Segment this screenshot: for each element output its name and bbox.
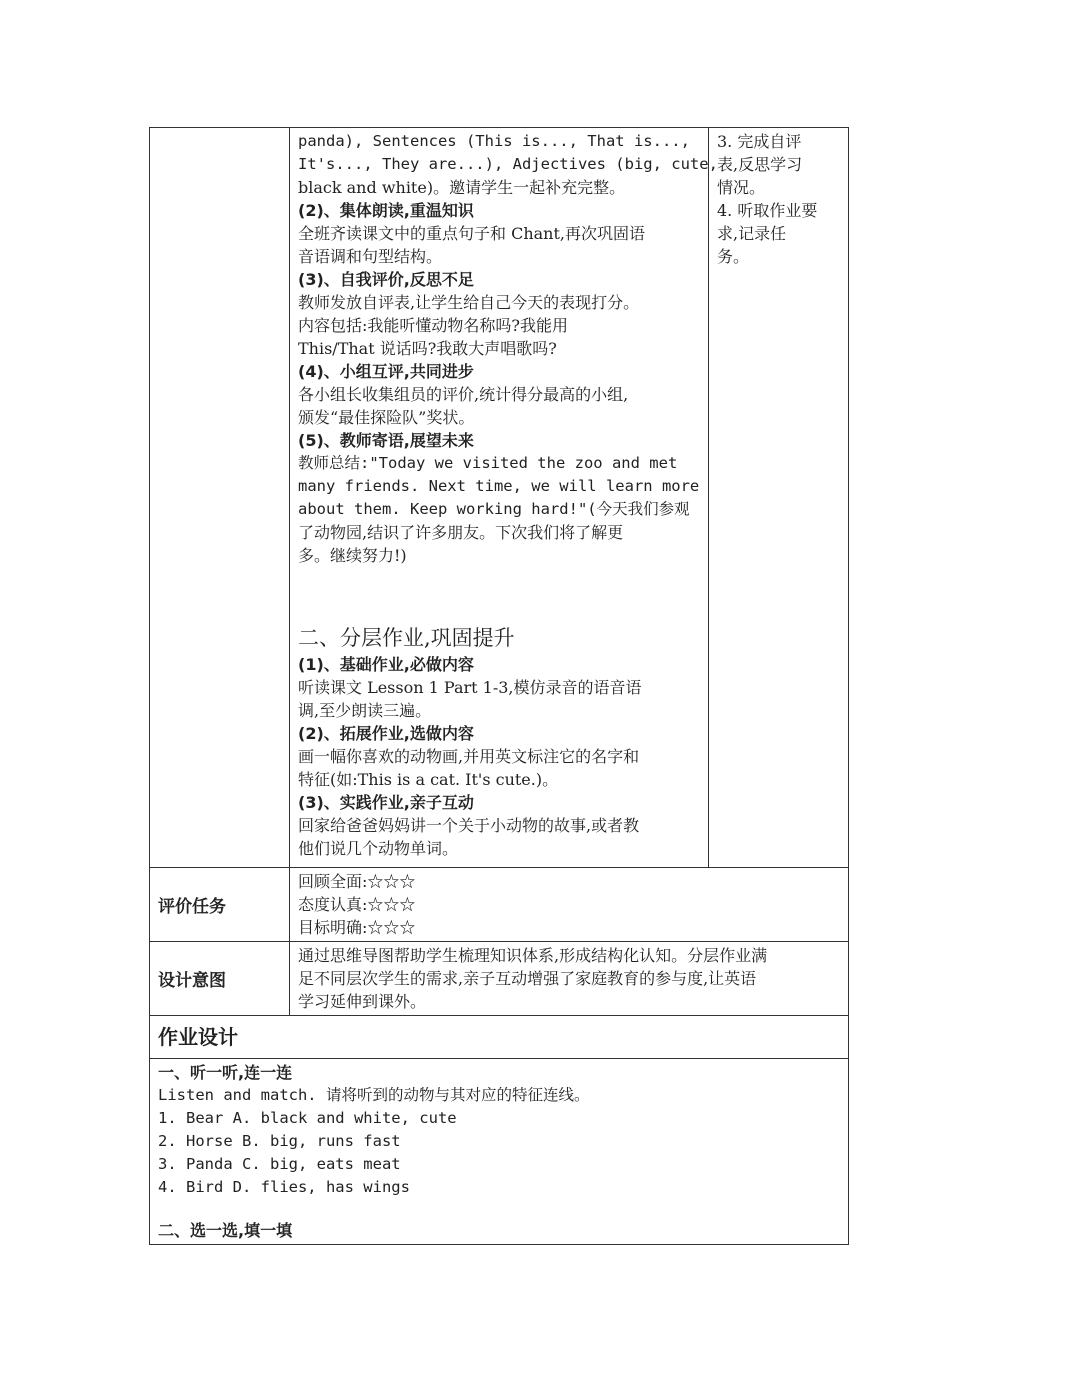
homework-heading: (3)、实践作业,亲子互动 (298, 793, 474, 812)
homework-design-title-row (150, 1016, 849, 1059)
step-line: about them. Keep working hard!"(今天我们参观 (298, 500, 690, 518)
procedure-content-cell (290, 128, 718, 868)
homework-line: 特征(如:This is a cat. It's cute.)。 (298, 770, 559, 789)
step-line: 教师总结:"Today we visited the zoo and met (298, 454, 678, 472)
step-heading: (4)、小组互评,共同进步 (298, 362, 474, 381)
design-intent-content-cell (290, 942, 849, 1016)
step-heading: (2)、集体朗读,重温知识 (298, 201, 474, 220)
part2-title: 二、选一选,填一填 (158, 1221, 293, 1240)
design-intent-row (150, 942, 849, 1016)
step-line: 了动物园,结识了许多朋友。下次我们将了解更 (298, 523, 624, 542)
lesson-plan-table (149, 127, 849, 1245)
intro-line: It's..., They are...), Adjectives (big, cute, (298, 155, 718, 173)
step-line: 内容包括:我能听懂动物名称吗?我能用 (298, 316, 568, 335)
step-line: This/That 说话吗?我敢大声唱歌吗? (298, 339, 557, 358)
part1-title: 一、听一听,连一连 (158, 1063, 293, 1082)
homework-line: 他们说几个动物单词。 (298, 839, 459, 858)
blank-space (158, 1199, 840, 1219)
activity-line: 3. 完成自评 (717, 132, 802, 151)
design-intent-label-cell (150, 942, 290, 1016)
match-item: 1. Bear A. black and white, cute (158, 1109, 457, 1127)
match-item: 2. Horse B. big, runs fast (158, 1132, 401, 1150)
step-heading: (5)、教师寄语,展望未来 (298, 431, 474, 450)
step-line: many friends. Next time, we will learn more (298, 477, 700, 495)
design-intent-line: 足不同层次学生的需求,亲子互动增强了家庭教育的参与度,让英语 (298, 969, 757, 988)
homework-line: 听读课文 Lesson 1 Part 1-3,模仿录音的语音语 (298, 678, 642, 697)
evaluation-line: 态度认真:☆☆☆ (298, 895, 416, 914)
match-item: 3. Panda C. big, eats meat (158, 1155, 401, 1173)
student-activity-cell (709, 128, 849, 868)
procedure-row (150, 128, 849, 868)
design-intent-line: 通过思维导图帮助学生梳理知识体系,形成结构化认知。分层作业满 (298, 946, 768, 965)
part1-instruction: Listen and match. 请将听到的动物与其对应的特征连线。 (158, 1086, 590, 1104)
intro-line: black and white)。邀请学生一起补充完整。 (298, 178, 626, 197)
step-line: 音语调和句型结构。 (298, 247, 443, 266)
step-line: 颁发“最佳探险队”奖状。 (298, 408, 475, 427)
homework-line: 调,至少朗读三遍。 (298, 701, 432, 720)
evaluation-row (150, 868, 849, 942)
homework-design-content-row (150, 1059, 849, 1245)
homework-heading: (1)、基础作业,必做内容 (298, 655, 474, 674)
step-line: 教师发放自评表,让学生给自己今天的表现打分。 (298, 293, 640, 312)
evaluation-label: 评价任务 (158, 897, 226, 917)
step-line: 全班齐读课文中的重点句子和 Chant,再次巩固语 (298, 224, 645, 243)
evaluation-line: 目标明确:☆☆☆ (298, 918, 416, 937)
intro-line: panda), Sentences (This is..., That is..., (298, 132, 690, 150)
activity-line: 4. 听取作业要 (717, 201, 818, 220)
evaluation-label-cell (150, 868, 290, 942)
match-item: 4. Bird D. flies, has wings (158, 1178, 410, 1196)
procedure-label-cell (150, 128, 290, 868)
section2-title: 二、分层作业,巩固提升 (298, 626, 515, 650)
evaluation-line: 回顾全面:☆☆☆ (298, 872, 416, 891)
design-intent-line: 学习延伸到课外。 (298, 992, 427, 1011)
lesson-plan-document (149, 127, 849, 1245)
homework-line: 画一幅你喜欢的动物画,并用英文标注它的名字和 (298, 747, 640, 766)
step-line: 多。继续努力!) (298, 546, 407, 565)
activity-line: 情况。 (717, 178, 766, 197)
activity-line: 求,记录任 (717, 224, 787, 243)
step-heading: (3)、自我评价,反思不足 (298, 270, 474, 289)
homework-design-title-cell (150, 1016, 849, 1059)
design-intent-label: 设计意图 (158, 971, 226, 991)
blank-space (298, 567, 700, 613)
homework-line: 回家给爸爸妈妈讲一个关于小动物的故事,或者教 (298, 816, 640, 835)
homework-design-title: 作业设计 (158, 1025, 238, 1049)
homework-heading: (2)、拓展作业,选做内容 (298, 724, 474, 743)
homework-design-content-cell (150, 1059, 849, 1245)
step-line: 各小组长收集组员的评价,统计得分最高的小组, (298, 385, 629, 404)
evaluation-content-cell (290, 868, 849, 942)
activity-line: 务。 (717, 247, 750, 266)
activity-line: 表,反思学习 (717, 155, 803, 174)
